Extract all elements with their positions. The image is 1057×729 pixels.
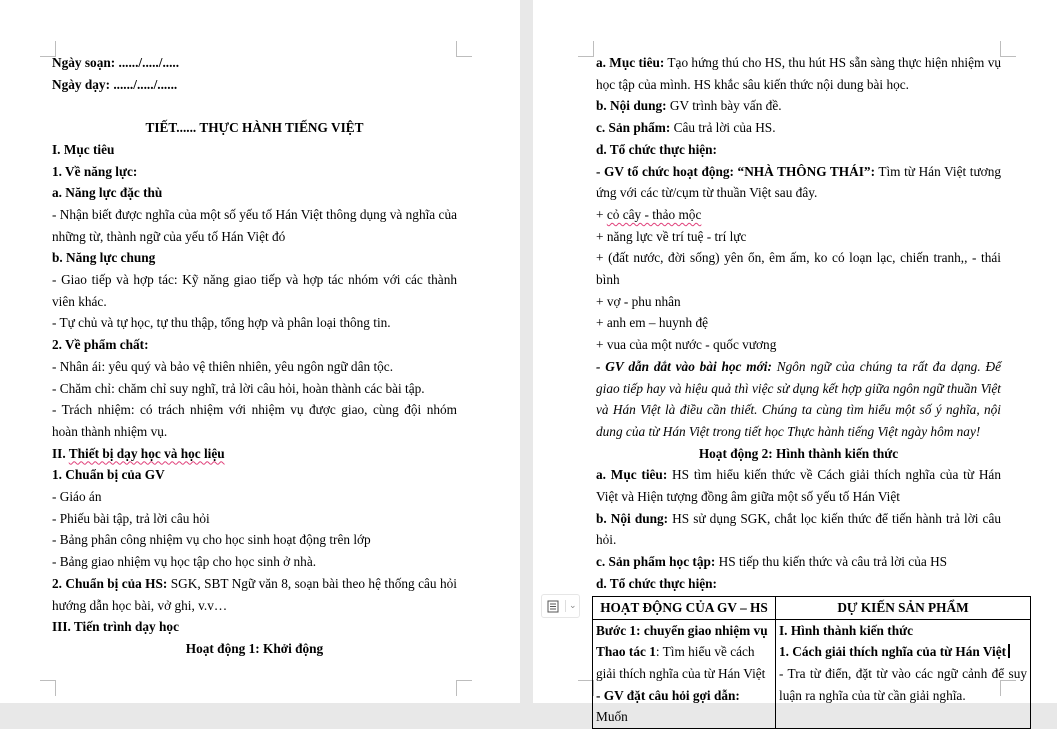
list-item: - Phiếu bài tập, trả lời câu hỏi	[52, 510, 210, 526]
page-2	[533, 0, 1057, 725]
layout-options-icon	[546, 600, 560, 613]
heading-specific-competence: a. Năng lực đặc thù	[52, 185, 163, 201]
page-1-body[interactable]	[52, 52, 457, 660]
paragraph: - Nhân ái: yêu quý và bảo vệ thiên nhiên, yêu ngôn ngữ dân tộc.	[52, 358, 394, 374]
paragraph: Ngôn ngữ của chúng ta rất đa dạng. Để giao tiếp hay và hiệu quả thì việc sử dụng kết hợp giữa ngôn ngữ thuần Việt và Hán Việt là điều cần thiết. Chúng ta cùng tìm hiểu một số ý nghĩa, nội dung của từ Hán Việt trong tiết học Thực hành tiếng Việt ngày hôm nay!	[596, 358, 1001, 439]
question-label: - GV đặt câu hỏi gợi dẫn:	[596, 687, 740, 703]
heading-competence: 1. Về năng lực:	[52, 163, 138, 179]
list-item: - Bảng giao nhiệm vụ học tập cho học sinh ở nhà.	[52, 554, 317, 570]
heading-materials: Thiết bị dạy học và học liệu	[68, 445, 225, 461]
heading-teacher-prep: 1. Chuẩn bị của GV	[52, 467, 165, 483]
list-item: + anh em – huynh đệ	[596, 315, 709, 331]
label: c. Sản phẩm:	[596, 120, 671, 136]
table-cell[interactable]	[776, 619, 1031, 729]
list-bullet: +	[596, 206, 607, 222]
list-item: + (đất nước, đời sống) yên ổn, êm ấm, ko có loạn lạc, chiến tranh,, - thái bình	[596, 250, 1001, 288]
label: - GV tổ chức hoạt động: “NHÀ THÔNG THÁI”:	[596, 163, 875, 179]
label: - GV dẫn dắt vào bài học mới:	[596, 358, 772, 374]
heading-prefix: II.	[52, 445, 69, 461]
list-item: - Giáo án	[52, 489, 102, 505]
heading-qualities: 2. Về phẩm chất:	[52, 337, 149, 353]
margin-corner-mark	[1000, 41, 1016, 57]
layout-options-button[interactable]	[541, 594, 580, 618]
margin-corner-mark	[456, 680, 472, 696]
paragraph: Câu trả lời của HS.	[670, 120, 776, 136]
heading-general-competence: b. Năng lực chung	[52, 250, 156, 266]
paragraph: HS sử dụng SGK, chắt lọc kiến thức để tiến hành trả lời câu hỏi.	[596, 510, 1001, 548]
margin-corner-mark	[456, 41, 472, 57]
date-taught: Ngày dạy: ....../...../......	[52, 76, 178, 92]
date-prepared: Ngày soạn: ....../...../.....	[52, 55, 180, 70]
label: a. Mục tiêu:	[596, 467, 668, 483]
margin-corner-mark	[578, 41, 594, 57]
label: d. Tổ chức thực hiện:	[596, 575, 717, 591]
paragraph: - Nhận biết được nghĩa của một số yếu tố Hán Việt thông dụng và nghĩa của những từ, thành ngữ của yếu tố Hán Việt đó	[52, 206, 457, 244]
label: a. Mục tiêu:	[596, 55, 665, 70]
label: b. Nội dung:	[596, 98, 667, 114]
task-label: Thao tác 1	[596, 644, 656, 660]
cell-text: - Tra từ điển, đặt từ vào các ngữ cảnh để suy luận ra nghĩa của từ cần giải nghĩa.	[779, 665, 1027, 703]
label: d. Tổ chức thực hiện:	[596, 141, 717, 157]
paragraph: GV trình bày vấn đề.	[666, 98, 782, 114]
paragraph: - Giao tiếp và hợp tác: Kỹ năng giao tiếp và hợp tác nhóm với các thành viên khác.	[52, 272, 457, 309]
activity-table[interactable]	[592, 596, 1031, 729]
list-item: + vua của một nước - quốc vương	[596, 337, 777, 353]
table-header: DỰ KIẾN SẢN PHẨM	[776, 596, 1031, 619]
table-cell[interactable]	[593, 619, 776, 729]
paragraph: HS tìm hiểu kiến thức về Cách giải thích nghĩa của từ Hán Việt và Hiện tượng đồng âm giữa một số yếu tố Hán Việt	[596, 467, 1001, 505]
cell-heading: I. Hình thành kiến thức	[779, 622, 913, 638]
page-2-body[interactable]	[596, 52, 1027, 729]
heading-objectives: I. Mục tiêu	[52, 141, 115, 157]
margin-corner-mark	[40, 680, 56, 696]
paragraph: - Chăm chỉ: chăm chỉ suy nghĩ, trả lời câu hỏi, hoàn thành các bài tập.	[52, 380, 425, 396]
paragraph: Tìm từ Hán Việt tương ứng với các từ/cụm từ thuần Việt sau đây.	[596, 163, 1001, 201]
heading-activity-1: Hoạt động 1: Khởi động	[185, 640, 324, 656]
list-item: cỏ cây - thảo mộc	[606, 206, 702, 222]
cell-subheading: 1. Cách giải thích nghĩa của từ Hán Việt	[779, 644, 1007, 660]
heading-procedure: III. Tiến trình dạy học	[52, 619, 179, 635]
list-item: + năng lực về trí tuệ - trí lực	[596, 228, 747, 244]
page-1	[0, 0, 520, 703]
heading-student-prep: 2. Chuẩn bị của HS:	[52, 575, 168, 591]
chevron-down-icon: ⌄	[569, 601, 577, 611]
paragraph: HS tiếp thu kiến thức và câu trả lời của HS	[715, 554, 948, 570]
lesson-title: TIẾT...... THỰC HÀNH TIẾNG VIỆT	[145, 120, 364, 136]
table-header: HOẠT ĐỘNG CỦA GV – HS	[593, 596, 776, 619]
step-label: Bước 1: chuyển giao nhiệm vụ	[596, 622, 768, 638]
text-cursor	[1008, 644, 1010, 658]
list-item: + vợ - phu nhân	[596, 293, 681, 309]
question-text: Muốn	[596, 709, 628, 725]
paragraph: SGK, SBT Ngữ văn 8, soạn bài theo hệ thống câu hỏi hướng dẫn học bài, vở ghi, v.v…	[52, 575, 457, 613]
paragraph: - Tự chủ và tự học, tự thu thập, tổng hợp và phân loại thông tin.	[52, 315, 391, 331]
label: c. Sản phẩm học tập:	[596, 554, 716, 570]
paragraph: - Trách nhiệm: có trách nhiệm với nhiệm vụ được giao, cùng đội nhóm hoàn thành nhiệm vụ.	[52, 402, 457, 439]
heading-activity-2: Hoạt động 2: Hình thành kiến thức	[698, 445, 899, 461]
list-item: - Bảng phân công nhiệm vụ cho học sinh hoạt động trên lớp	[52, 532, 371, 548]
paragraph: Tạo hứng thú cho HS, thu hút HS sẵn sàng thực hiện nhiệm vụ học tập của mình. HS khắc sâu kiến thức nội dung bài học.	[596, 55, 1001, 92]
label: b. Nội dung:	[596, 510, 669, 526]
task-text: : Tìm hiểu về cách giải thích nghĩa của từ Hán Việt	[596, 644, 766, 681]
